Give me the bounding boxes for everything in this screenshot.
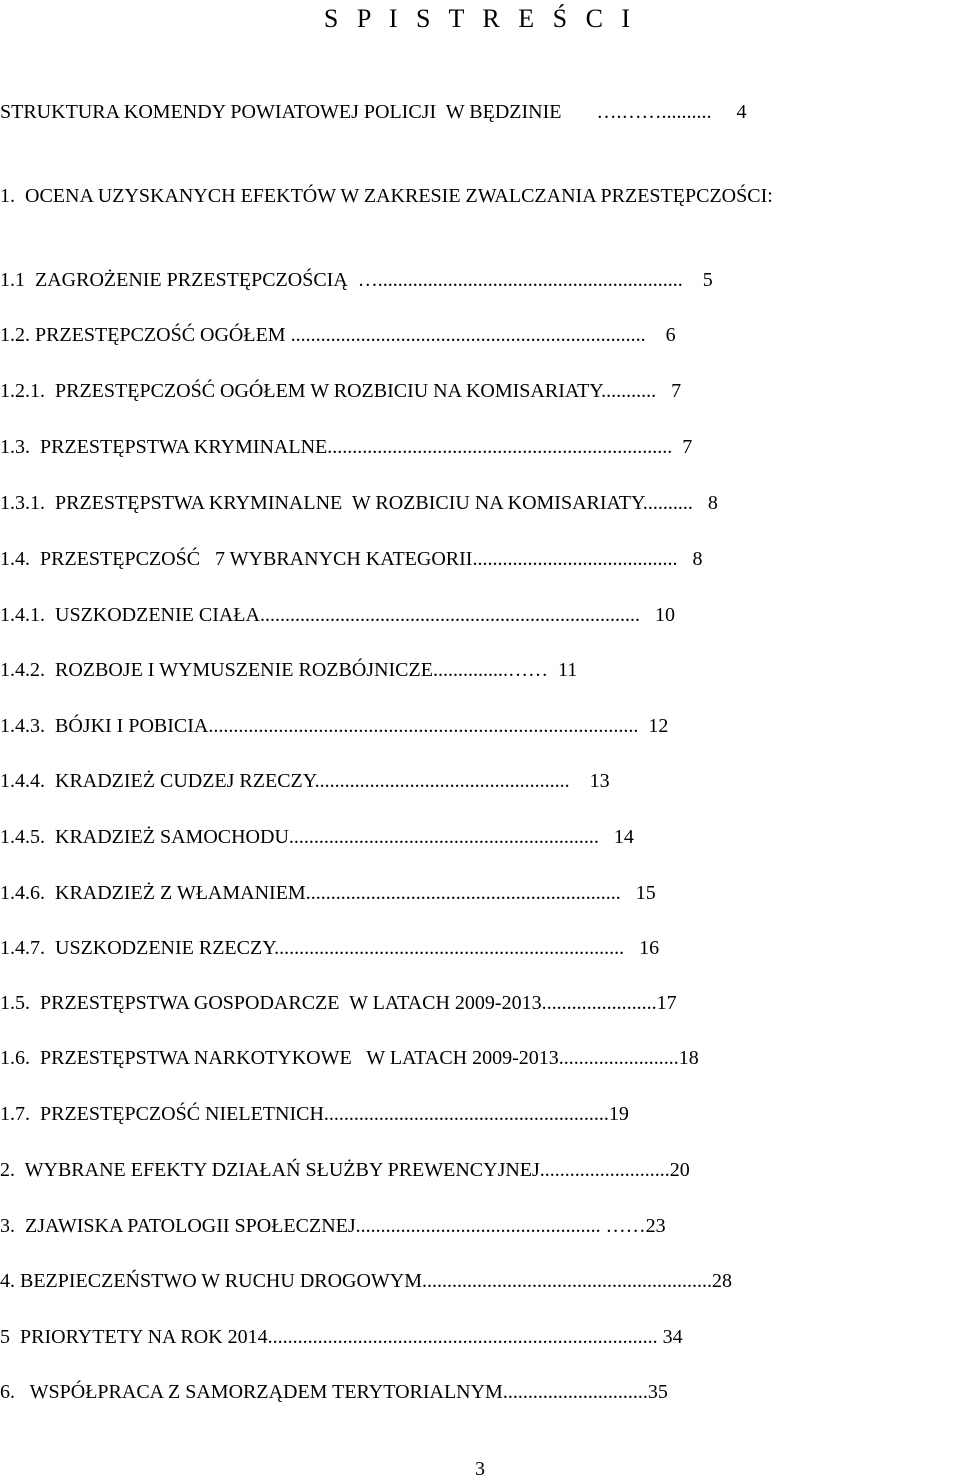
- toc-entry-6: 6. WSPÓŁPRACA Z SAMORZĄDEM TERYTORIALNYM.............................35: [0, 1381, 668, 1403]
- toc-entry-1-4-3: 1.4.3. BÓJKI I POBICIA...................................................................................... 12: [0, 715, 669, 737]
- toc-entry-1-7: 1.7. PRZESTĘPCZOŚĆ NIELETNICH.........................................................19: [0, 1103, 629, 1125]
- toc-entry-1-4-5: 1.4.5. KRADZIEŻ SAMOCHODU.............................................................. 14: [0, 826, 634, 848]
- toc-entry-1-4-6: 1.4.6. KRADZIEŻ Z WŁAMANIEM............................................................... 15: [0, 882, 656, 904]
- toc-entry-1-5: 1.5. PRZESTĘPSTWA GOSPODARCZE W LATACH 2009-2013.......................17: [0, 992, 677, 1014]
- toc-entry-1-2-1: 1.2.1. PRZESTĘPCZOŚĆ OGÓŁEM W ROZBICIU NA KOMISARIATY........... 7: [0, 380, 682, 402]
- toc-entry-4: 4. BEZPIECZEŃSTWO W RUCHU DROGOWYM..........................................................28: [0, 1270, 733, 1292]
- toc-entry-1-4-1: 1.4.1. USZKODZENIE CIAŁA............................................................................ 10: [0, 604, 675, 626]
- toc-entry-1-4-2: 1.4.2. ROZBOJE I WYMUSZENIE ROZBÓJNICZE...............…… 11: [0, 659, 578, 681]
- toc-entry-1-4-4: 1.4.4. KRADZIEŻ CUDZEJ RZECZY................................................... 13: [0, 770, 610, 792]
- toc-entry-5: 5 PRIORYTETY NA ROK 2014.............................................................................. 34: [0, 1326, 683, 1348]
- toc-entry-1-3-1: 1.3.1. PRZESTĘPSTWA KRYMINALNE W ROZBICIU NA KOMISARIATY.......... 8: [0, 492, 718, 514]
- toc-entry-1-3: 1.3. PRZESTĘPSTWA KRYMINALNE..................................................................... 7: [0, 436, 693, 458]
- page-number: 3: [475, 1458, 485, 1480]
- toc-entry-2: 2. WYBRANE EFEKTY DZIAŁAŃ SŁUŻBY PREWENCYJNEJ..........................20: [0, 1159, 690, 1181]
- toc-title: S P I S T R E Ś C I: [323, 4, 637, 33]
- toc-entry-1-2: 1.2. PRZESTĘPCZOŚĆ OGÓŁEM ....................................................................... 6: [0, 324, 676, 346]
- toc-entry-3: 3. ZJAWISKA PATOLOGII SPOŁECZNEJ................................................. ……23: [0, 1215, 666, 1237]
- toc-entry-1-4-7: 1.4.7. USZKODZENIE RZECZY...................................................................... 16: [0, 937, 660, 959]
- toc-entry-1-4: 1.4. PRZESTĘPCZOŚĆ 7 WYBRANYCH KATEGORII......................................... 8: [0, 548, 703, 570]
- toc-entry-1-6: 1.6. PRZESTĘPSTWA NARKOTYKOWE W LATACH 2009-2013........................18: [0, 1047, 699, 1069]
- toc-entry-structure: STRUKTURA KOMENDY POWIATOWEJ POLICJI W BĘDZINIE ….…….......... 4: [0, 101, 747, 123]
- toc-entry-1-1: 1.1 ZAGROŻENIE PRZESTĘPCZOŚCIĄ …............................................................. 5: [0, 269, 713, 291]
- toc-entry-1: 1. OCENA UZYSKANYCH EFEKTÓW W ZAKRESIE ZWALCZANIA PRZESTĘPCZOŚCI:: [0, 185, 773, 207]
